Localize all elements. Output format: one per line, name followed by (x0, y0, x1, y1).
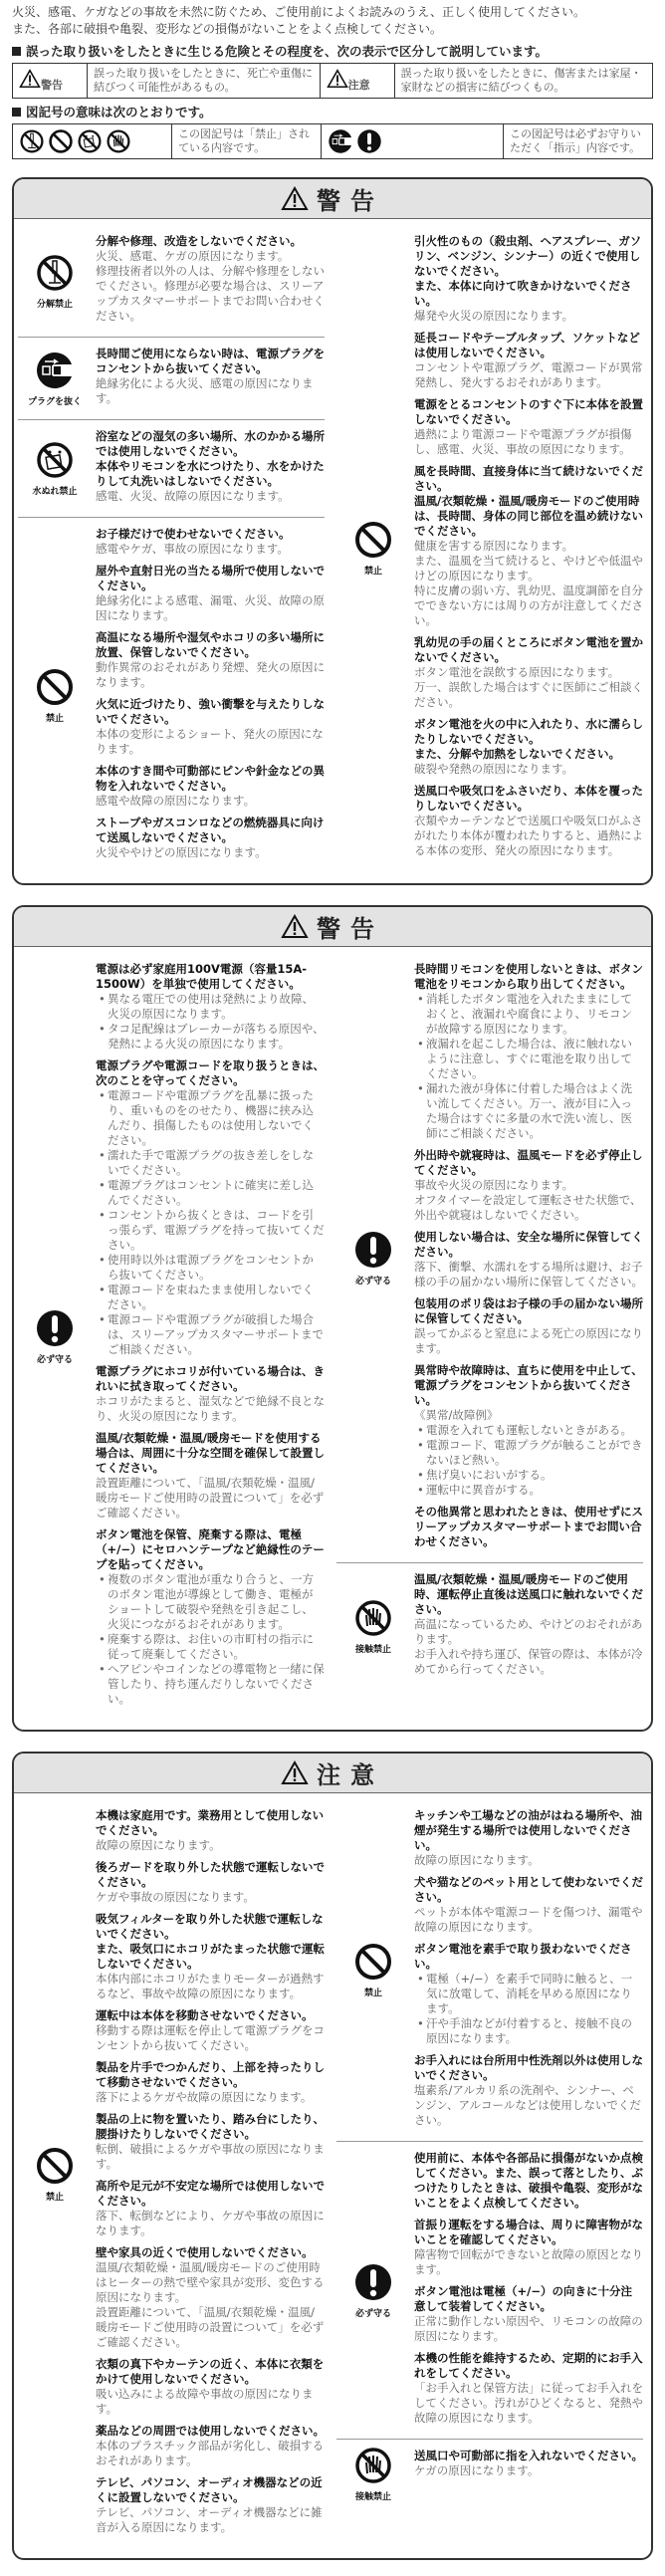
must-follow-icon (353, 2262, 393, 2302)
symbol-label: プラグを抜く (27, 396, 82, 407)
instruction-detail: 落下、転倒などにより、ケガや事故の原因になります。 (96, 2209, 325, 2237)
unplug-icon (35, 351, 75, 390)
warning-triangle-icon (281, 186, 309, 211)
instruction-detail: 正常に動作しない原因や、リモコンの故障の原因になります。 (414, 2314, 643, 2343)
water-prohibited-icon (35, 440, 75, 480)
instruction-title: 送風口や吸気口をふさいだり、本体を覆ったりしないでください。 (414, 784, 643, 813)
instruction-item (96, 2357, 325, 2417)
instruction-title: また、本体に向けて吹きかけないでください。 (414, 279, 632, 308)
instruction-bullet: • 汗や手油などが付着すると、接触不良の原因になります。 (414, 2016, 643, 2046)
instruction-title: 高所や足元が不安定な場所では使用しないでください。 (96, 2179, 325, 2208)
symbol (18, 344, 92, 413)
safety-sections (12, 177, 653, 2560)
instruction-title: 延長コードやテーブルタップ、ソケットなどは使用しないでください。 (414, 331, 640, 359)
instruction-title: 乳幼児の手の届くところにボタン電池を置かないでください。 (414, 635, 643, 664)
instruction-detail: 衣類やカーテンなどで送風口や吸気口がふさがれたり本体が覆われたりすると、過熱による本体の変形、発火の原因になります。 (414, 814, 643, 857)
instruction-detail: 転倒、破損によるケガや事故の原因になります。 (96, 2142, 325, 2171)
instruction-detail: 過熱により電源コードや電源プラグが損傷し、感電、火災、事故の原因になります。 (414, 427, 632, 456)
instruction-title: 壁や家具の近くで使用しないでください。 (96, 2245, 314, 2259)
section-title: 注意 (317, 1761, 384, 1789)
instruction-title: 温風/衣類乾燥・温風/暖房モードを使用する場合は、周囲に十分な空間を確保して設置してください。 (96, 1431, 325, 1475)
instruction-title: 分解や修理、改造をしないでください。 (96, 234, 302, 248)
instruction-item (414, 1808, 643, 1868)
instruction-group (336, 2439, 643, 2508)
instruction-detail: 《異常/故障例》 (414, 1408, 499, 1422)
instruction-title: ボタン電池を素手で取り扱わないでください。 (414, 1942, 632, 1971)
instruction-title: 使用しない場合は、安全な場所に保管してください。 (414, 1230, 643, 1259)
instruction-item (96, 2475, 325, 2535)
instruction-title: 温風/衣類乾燥・温風/暖房モードのご使用時は、長時間、身体の同じ部位を温め続けないでください。 (414, 494, 643, 538)
instruction-detail: 故障の原因になります。 (414, 1853, 540, 1867)
instruction-title: ボタン電池を火の中に入れたり、水に濡らしたりしないでください。 (414, 717, 643, 746)
instruction-item (96, 764, 325, 809)
instruction-detail: ケガの原因になります。 (414, 2463, 540, 2477)
instruction-title: 電源プラグにホコリが付いている場合は、きれいに拭き取ってください。 (96, 1364, 325, 1393)
instruction-group (18, 337, 325, 419)
instruction-item (96, 816, 325, 860)
instruction-bullet: • 廃棄する際は、お住いの市町村の指示に従って廃棄してください。 (96, 1632, 325, 1662)
instruction-title: 運転中は本体を移動させないでください。 (96, 2008, 314, 2022)
caution-description: 誤った取り扱いをしたときに、傷害または家屋・家財などの損害に結びつくもの。 (394, 64, 652, 99)
symbol-label: 必ず守る (354, 2308, 391, 2319)
symbol-label: 必ず守る (354, 1276, 391, 1287)
intro (12, 4, 653, 38)
unplug-icon (328, 128, 353, 154)
caution-label: 注意 (347, 79, 370, 92)
symbol (336, 2148, 410, 2433)
instruction-detail: ホコリがたまると、湿気などで絶縁不良となり、火災の原因になります。 (96, 1394, 325, 1423)
no-touch-icon (353, 1598, 393, 1638)
instruction-title: 火気に近づけたり、強い衝撃を与えたりしないでください。 (96, 697, 325, 726)
must-follow-icon (353, 1230, 393, 1270)
instruction-group (18, 517, 325, 873)
instruction-group (18, 953, 325, 1720)
instruction-item (414, 2151, 643, 2211)
instruction-bullet: • 異なる電圧での使用は発熱により故障、火災の原因になります。 (96, 992, 325, 1022)
instruction-detail: お手入れや持ち運び、保管の際は、本体が冷めてから行ってください。 (414, 1647, 643, 1676)
instruction-title: 本体のすき間や可動部にピンや針金などの異物を入れないでください。 (96, 764, 325, 793)
intro-line: 火災、感電、ケガなどの事故を未然に防ぐため、ご使用前によくお読みのうえ、正しく使用してください。 (12, 5, 586, 19)
section-header (14, 907, 651, 947)
instruction-item (414, 2218, 643, 2277)
instruction-title: 電源をとるコンセントのすぐ下に本体を設置しないでください。 (414, 397, 643, 426)
caution-level (320, 64, 394, 99)
instruction-title: テレビ、パソコン、オーディオ機器などの近くに設置しないでください。 (96, 2475, 323, 2504)
instruction-detail: 火災ややけどの原因になります。 (96, 845, 267, 859)
warning-triangle-icon (327, 69, 348, 89)
instruction-title: ボタン電池を保管、廃棄する際は、電極（+/−）にセロハンテープなど絶縁性のテープを貼ってください。 (96, 1527, 325, 1571)
instruction-bullet: • 複数のボタン電池が重なり合うと、一方のボタン電池が導線として働き、電極がショートして破裂や発熱を引き起こし、火災につながるおそれがあります。 (96, 1572, 325, 1632)
instruction-title: 引火性のもの（殺虫剤、ヘアスプレー、ガソリン、ベンジン、シンナー）の近くで使用しないでください。 (414, 234, 642, 278)
instruction-item (96, 2245, 325, 2350)
instruction-group (336, 1799, 643, 2141)
instruction-item (96, 1527, 325, 1707)
instruction-group (336, 2141, 643, 2439)
instruction-title: その他異常と思われたときは、使用せずにスリーアップカスタマーサポートまでお問い合わせください。 (414, 1505, 643, 1548)
instruction-item (96, 1860, 325, 1905)
instruction-item (414, 1230, 643, 1289)
instruction-detail: 高温になっているため、やけどのおそれがあります。 (414, 1617, 643, 1646)
instruction-bullet: • 消耗したボタン電池を入れたままにしておくと、液漏れや腐食により、リモコンが故障する原因になります。 (414, 992, 643, 1037)
instruction-item (96, 1912, 325, 2001)
instruction-title: 吸気フィルターを取り外した状態で運転しないでください。 (96, 1912, 324, 1941)
warning-description: 誤った取り扱いをしたときに、死亡や重傷に結びつく可能性があるもの。 (88, 64, 321, 99)
warning-section (12, 905, 653, 1732)
instruction-title: 製品を片手でつかんだり、上部を持ったりして移動させないでください。 (96, 2060, 325, 2089)
instruction-title: 本機の性能を維持するため、定期的にお手入れをしてください。 (414, 2351, 643, 2380)
instruction-title: 本体やリモコンを水につけたり、水をかけたりして丸洗いはしないでください。 (96, 459, 325, 488)
instruction-group (336, 953, 643, 1562)
instruction-bullet: • 濡れた手で電源プラグの抜き差しをしないでください。 (96, 1148, 325, 1178)
instruction-bullet: • 電源を入れても運転しないときがある。 (414, 1423, 643, 1438)
symbol (18, 1805, 92, 2542)
instruction-detail: 爆発や火災の原因になります。 (414, 309, 574, 323)
instruction-group (18, 419, 325, 517)
instruction-title: ストーブやガスコンロなどの燃焼器具に向けて送風しないでください。 (96, 816, 325, 844)
instruction-detail: 落下、衝撃、水濡れをする場所は避け、お子様の手の届かない場所に保管してください。 (414, 1260, 643, 1288)
symbols-table (12, 123, 653, 159)
instruction-item (96, 630, 325, 690)
instruction-bullet: • 運転中に異音がする。 (414, 1483, 643, 1498)
section-column (332, 1799, 651, 2548)
instruction-item (414, 784, 643, 858)
section-column (14, 225, 332, 873)
symbol-label: 水ぬれ禁止 (32, 487, 78, 497)
prohibited-icon (48, 128, 74, 154)
instruct-symbols (322, 124, 504, 159)
caution-section (12, 1752, 653, 2560)
instruction-detail: 吸い込みによる故障や事故の原因になります。 (96, 2387, 314, 2416)
instruction-detail: テレビ、パソコン、オーディオ機器などに雑音が入る原因になります。 (96, 2505, 323, 2534)
instruction-bullet: • 電源コードや電源プラグを乱暴に扱ったり、重いものをのせたり、機器に挟み込んだり、損傷したものは使用しないでください。 (96, 1088, 325, 1148)
instruction-item (414, 962, 643, 1141)
instruction-bullet: • 液漏れを起こした場合は、液に触れないように注意し、すぐに電池を取り出してください。 (414, 1037, 643, 1081)
warning-triangle-icon (19, 69, 41, 89)
symbol-label: 接触禁止 (354, 2492, 391, 2502)
instruction-detail: 絶縁劣化による火災、感電の原因になります。 (96, 376, 314, 405)
instruction-detail: 本体のプラスチック部品が劣化し、破損するおそれがあります。 (96, 2439, 325, 2467)
instruction-item (414, 717, 643, 777)
instruction-bullet: • 電源プラグはコンセントに確実に差し込んでください。 (96, 1178, 325, 1208)
instruction-group (336, 1562, 643, 1690)
prohibited-icon (35, 667, 75, 707)
instruction-title: 長時間ご使用にならない時は、電源プラグをコンセントから抜いてください。 (96, 347, 325, 375)
instruction-item (414, 2284, 643, 2344)
legend-heading: 誤った取り扱いをしたときに生じる危険とその程度を、次の表示で区分して説明しています。 (12, 43, 653, 60)
symbol (18, 231, 92, 331)
symbol-label: 分解禁止 (36, 299, 73, 310)
instruction-detail: 感電やケガ、事故の原因になります。 (96, 542, 289, 556)
instruction-item (96, 1364, 325, 1424)
section-header (14, 1754, 651, 1793)
intro-line: また、各部に破損や亀裂、変形などの損傷がないことをよく点検してください。 (12, 22, 443, 36)
instruction-title: キッチンや工場などの油がはねる場所や、油煙が発生する場所では使用しないでください。 (414, 1808, 642, 1852)
section-header (14, 179, 651, 219)
symbol-label: 禁止 (363, 1989, 382, 1998)
instruction-title: また、吸気口にホコリがたまった状態で運転しないでください。 (96, 1942, 325, 1971)
warning-section (12, 177, 653, 885)
instruction-title: 屋外や直射日光の当たる場所で使用しないでください。 (96, 564, 325, 592)
instruction-item (414, 1148, 643, 1223)
symbols-heading: 図記号の意味は次のとおりです。 (12, 104, 653, 120)
instruction-title: 長時間リモコンを使用しないときは、ボタン電池をリモコンから取り出してください。 (414, 962, 643, 991)
instruction-item (96, 962, 325, 1052)
instruction-bullet: • 電源コード、電源プラグが触ることができないほど熱い。 (414, 1438, 643, 1468)
prohibited-icon (35, 2146, 75, 2186)
instruction-item (96, 2112, 325, 2172)
warning-level (13, 64, 88, 99)
section-title: 警告 (317, 187, 384, 215)
instruction-item (414, 464, 643, 628)
instruction-item (96, 527, 325, 557)
instruction-title: 衣類の真下やカーテンの近く、本体に衣類をかけて使用しないでください。 (96, 2357, 325, 2386)
hazard-legend-table (12, 63, 653, 99)
symbol (336, 2446, 410, 2502)
instruction-detail: 本体の変形によるショート、発火の原因になります。 (96, 727, 324, 756)
instruction-title: 本機は家庭用です。業務用として使用しないでください。 (96, 1808, 325, 1837)
instruction-title: 薬品などの周囲では使用しないでください。 (96, 2424, 325, 2438)
instruction-item (414, 2351, 643, 2426)
prohibit-description: この図記号は「禁止」されている内容です。 (172, 124, 322, 159)
instruction-item (414, 234, 643, 324)
instruction-detail: 塩素系/アルカリ系の洗剤や、シンナー、ベンジン、アルコールなどは使用しないでください。 (414, 2083, 641, 2127)
instruction-title: 製品の上に物を置いたり、踏み台にしたり、腰掛けたりしないでください。 (96, 2112, 325, 2141)
instruction-detail: 温風/衣類乾燥・温風/暖房モードのご使用時はヒーターの熱で壁や家具が変形、変色する原因になります。 (96, 2260, 325, 2304)
prohibited-icon (353, 1942, 393, 1982)
instruction-bullet: • 電源コードや電源プラグが破損した場合は、スリーアップカスタマーサポートまでご相談ください。 (96, 1312, 325, 1357)
instruction-detail: 設置距離について、「温風/衣類乾燥・温風/暖房モードご使用時の設置について」を必ずご確認ください。 (96, 1476, 325, 1520)
instruction-bullet: • 電極（+/−）を素手で同時に触ると、一気に放電して、消耗を早める原因になります。 (414, 1972, 643, 2016)
instruction-item (414, 1363, 643, 1498)
instruction-bullet: • 焦げ臭いにおいがする。 (414, 1468, 643, 1483)
instruction-item (414, 1572, 643, 1677)
instruction-item (414, 397, 643, 457)
instruction-detail: 「お手入れと保管方法」に従ってお手入れをしてください。汚れがひどくなると、発熱や故障の原因になります。 (414, 2381, 643, 2425)
instruction-detail: 動作異常のおそれがあり発煙、発火の原因になります。 (96, 660, 325, 689)
instruction-item (96, 1431, 325, 1521)
instruction-detail: 火災、感電、ケガの原因になります。 (96, 249, 290, 263)
instruction-detail: ペットが本体や電源コードを傷つけ、漏電や故障の原因になります。 (414, 1905, 643, 1934)
instruction-title: 電源プラグや電源コードを取り扱うときは、次のことを守ってください。 (96, 1058, 325, 1087)
no-touch-icon (353, 2446, 393, 2485)
instruction-title: また、分解や加熱をしないでください。 (414, 747, 620, 761)
section-title: 警告 (317, 915, 384, 943)
instruction-item (414, 635, 643, 710)
instruction-detail: ボタン電池を誤飲する原因になります。 (414, 665, 620, 679)
section-column (332, 225, 651, 873)
instruction-item (96, 564, 325, 623)
instruction-title: 外出時や就寝時は、温風モードを必ず停止してください。 (414, 1148, 643, 1177)
instruction-detail: 障害物で回転ができないと故障の原因となります。 (414, 2247, 643, 2276)
prohibited-icon (353, 520, 393, 560)
instruction-title: 使用前に、本体や各部品に損傷がないか点検してください。また、誤って落としたり、ぶつけたりしたときは、破損や亀裂、変形がないことをよく点検してください。 (414, 2151, 643, 2210)
instruction-item (96, 697, 325, 757)
symbol-label: 接触禁止 (354, 1645, 391, 1655)
symbol (336, 1805, 410, 2135)
warning-label: 警告 (41, 79, 63, 92)
instruction-title: 包装用のポリ袋はお子様の手の届かない場所に保管してください。 (414, 1296, 643, 1325)
instruction-item (414, 1875, 643, 1935)
instruct-description: この図記号は必ずお守りいただく「指示」内容です。 (504, 124, 653, 159)
instruction-title: 後ろガードを取り外した状態で運転しないでください。 (96, 1860, 325, 1889)
section-column (14, 1799, 332, 2548)
warning-triangle-icon (281, 1760, 309, 1785)
instruction-title: 電源は必ず家庭用100V電源（容量15A-1500W）を単独で使用してください。 (96, 962, 308, 991)
symbol (336, 1569, 410, 1684)
instruction-item (96, 429, 325, 504)
disassemble-prohibited-icon (35, 253, 75, 293)
instruction-item (96, 2008, 325, 2053)
symbol (336, 231, 410, 865)
instruction-item (414, 1296, 643, 1356)
disassemble-prohibited-icon (19, 128, 45, 154)
section-column (14, 953, 332, 1720)
instruction-title: 送風口や可動部に指を入れないでください。 (414, 2449, 643, 2462)
must-follow-icon (356, 128, 382, 154)
instruction-item (96, 234, 325, 324)
instruction-detail: オフタイマーを設定して運転させた状態で、外出や就寝はしないでください。 (414, 1193, 642, 1222)
instruction-title: 犬や猫などのペット用として使わないでください。 (414, 1875, 643, 1904)
instruction-bullet: • コンセントから抜くときは、コードを引っ張らず、電源プラグを持って抜いてください。 (96, 1208, 325, 1253)
instruction-title: お子様だけで使わせないでください。 (96, 527, 291, 541)
instruction-title: ボタン電池は電極（+/−）の向きに十分注意して装着してください。 (414, 2284, 632, 2313)
instruction-bullet: • ヘアピンやコインなどの導電物と一緒に保管したり、持ち運んだりしないでください。 (96, 1662, 325, 1707)
instruction-detail: 破裂や発熱の原因になります。 (414, 762, 574, 776)
instruction-item (414, 331, 643, 390)
instruction-bullet: • 電源コードを束ねたまま使用しないでください。 (96, 1283, 325, 1312)
instruction-detail: 移動する際は運転を停止して電源プラグをコンセントから抜いてください。 (96, 2023, 325, 2052)
instruction-detail: 落下によるケガや故障の原因になります。 (96, 2090, 313, 2104)
prohibit-symbols (13, 124, 172, 159)
instruction-title: 首振り運転をする場合は、周りに障害物がないことを確認してください。 (414, 2218, 643, 2246)
instruction-detail: 感電、火災、故障の原因になります。 (96, 489, 290, 503)
instruction-item (414, 1942, 643, 2046)
water-prohibited-icon (77, 128, 103, 154)
instruction-item (414, 1505, 643, 1549)
instruction-title: 風を長時間、直接身体に当て続けないでください。 (414, 464, 643, 493)
instruction-detail: 誤ってかぶると窒息による死亡の原因になります。 (414, 1326, 643, 1355)
instruction-detail: コンセントや電源プラグ、電源コードが異常発熱し、発火するおそれがあります。 (414, 360, 643, 389)
instruction-detail: 事故や火災の原因になります。 (414, 1178, 574, 1192)
instruction-bullet: • 漏れた液が身体に付着した場合はよく洗い流してください。万一、液が目に入った場合はすぐに多量の水で洗い流し、医師にご相談ください。 (414, 1081, 643, 1141)
instruction-detail: 故障の原因になります。 (96, 1838, 221, 1852)
instruction-item (96, 2424, 325, 2468)
symbol-label: 必ず守る (36, 1354, 73, 1365)
instruction-title: 異常時や故障時は、直ちに使用を中止して、電源プラグをコンセントから抜いてください。 (414, 1363, 643, 1407)
instruction-item (96, 2179, 325, 2238)
instruction-detail: 健康を害する原因になります。 (414, 539, 574, 553)
symbol (18, 426, 92, 511)
symbol-label: 禁止 (45, 714, 64, 724)
instruction-detail: ケガや事故の原因になります。 (96, 1890, 255, 1904)
symbol-label: 禁止 (45, 2192, 64, 2203)
symbol (18, 959, 92, 1714)
symbol (336, 959, 410, 1556)
instruction-detail: 設置距離について、「温風/衣類乾燥・温風/暖房モードご使用時の設置について」を必ずご確認ください。 (96, 2305, 325, 2349)
instruction-detail: 万一、誤飲した場合はすぐに医師にご相談ください。 (414, 680, 643, 709)
no-touch-icon (106, 128, 131, 154)
instruction-item (96, 347, 325, 406)
instruction-detail: 感電や故障の原因になります。 (96, 794, 256, 808)
instruction-detail: 本体内部にホコリがたまりモーターが過熱するなど、事故や故障の原因になります。 (96, 1972, 325, 2000)
symbol-label: 禁止 (363, 567, 382, 577)
instruction-group (18, 225, 325, 337)
instruction-title: 高温になる場所や湿気やホコリの多い場所に放置、保管しないでください。 (96, 630, 325, 659)
instruction-detail: 絶縁劣化による感電、漏電、火災、故障の原因になります。 (96, 593, 325, 622)
instruction-item (96, 2060, 325, 2105)
instruction-item (414, 2449, 643, 2478)
instruction-bullet: • タコ足配線はブレーカーが落ちる原因や、発熱による火災の原因になります。 (96, 1022, 325, 1052)
warning-triangle-icon (281, 914, 309, 939)
must-follow-icon (35, 1308, 75, 1348)
instruction-title: 温風/衣類乾燥・温風/暖房モードのご使用時、運転停止直後は送風口に触れないでください。 (414, 1572, 643, 1616)
instruction-item (96, 1808, 325, 1853)
section-column (332, 953, 651, 1720)
instruction-detail: 特に皮膚の弱い方、乳幼児、温度調節を自分でできない方には周りの方が注意してください。 (414, 584, 643, 627)
instruction-item (96, 1058, 325, 1357)
instruction-title: お手入れには台所用中性洗剤以外は使用しないでください。 (414, 2053, 643, 2082)
instruction-title: 浴室などの湿気の多い場所、水のかかる場所では使用しないでください。 (96, 429, 325, 458)
symbol (18, 524, 92, 867)
instruction-detail: 修理技術者以外の人は、分解や修理をしないでください。修理が必要な場合は、スリーアップカスタマーサポートまでお問い合わせください。 (96, 264, 325, 323)
instruction-detail: また、温風を当て続けると、やけどや低温やけどの原因になります。 (414, 554, 643, 583)
instruction-bullet: • 使用時以外は電源プラグをコンセントから抜いてください。 (96, 1253, 325, 1283)
instruction-item (414, 2053, 643, 2128)
instruction-group (336, 225, 643, 871)
instruction-group (18, 1799, 325, 2548)
